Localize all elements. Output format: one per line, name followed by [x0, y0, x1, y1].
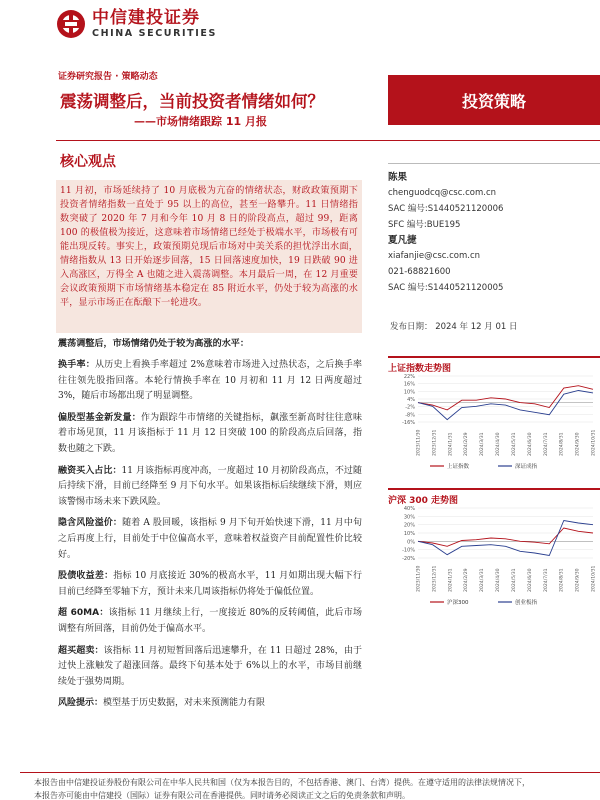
x-tick-label: 2024/7/31 — [543, 568, 549, 592]
author-sfc: SFC 编号:BUE195 — [388, 220, 461, 230]
legend-label: 深证成指 — [515, 464, 538, 470]
author-email[interactable]: chenguodcq@csc.com.cn — [388, 188, 497, 198]
author-sac: SAC 编号:S1440521120006 — [388, 204, 504, 214]
para-text: 该指标 11 月初短暂回落后迅速攀升，在 11 日超过 28%，由于过快上涨触发了超涨回落。最终下旬基本处于 6%以上的水平，市场目前继续处于强势周期。 — [58, 645, 362, 687]
y-tick-label: -2% — [405, 404, 415, 411]
x-tick-label: 2024/3/31 — [480, 568, 486, 592]
page-subtitle: ——市场情绪跟踪 11 月报 — [134, 115, 267, 128]
para-label: 超 60MA： — [58, 608, 109, 619]
x-tick-label: 2024/5/31 — [511, 568, 517, 592]
x-tick-label: 2024/4/30 — [496, 432, 502, 456]
x-tick-label: 2024/9/30 — [575, 432, 581, 456]
para-label: 风险提示： — [58, 698, 104, 709]
para-text: 该指标 11 月继续上行，一度接近 80%的反转阈值，此后市场调整有所回落，目前仍处于偏高水平。 — [58, 608, 362, 634]
chart-title: 上证指数走势图 — [388, 364, 452, 374]
y-tick-label: -20% — [402, 556, 415, 562]
para-label: 超买超卖： — [58, 645, 104, 656]
legend-label: 创业板指 — [515, 600, 538, 606]
x-tick-label: 2024/2/29 — [464, 568, 470, 592]
paragraph-margin-buying — [58, 464, 362, 511]
x-tick-label: 2024/6/30 — [527, 568, 533, 592]
y-tick-label: 20% — [403, 522, 415, 529]
para-label: 股债收益差： — [58, 571, 114, 582]
y-tick-label: 10% — [403, 531, 415, 537]
y-tick-label: 4% — [407, 397, 415, 403]
author-divider — [388, 163, 600, 164]
paragraph-turnover — [58, 358, 362, 405]
y-tick-label: 10% — [403, 389, 415, 396]
y-tick-label: 30% — [403, 514, 415, 521]
x-tick-label: 2024/3/31 — [480, 432, 486, 456]
logo-cn-text: 中信建投证券 — [92, 8, 200, 28]
publish-date: 发布日期： 2024 年 12 月 01 日 — [390, 322, 518, 332]
author-box — [388, 170, 600, 296]
para-text: 指标 10 月底接近 30%的极高水平，11 月如期出现大幅下行目前已经降至零轴下方，预计未来几周该指标仍将处于偏低位置。 — [58, 571, 362, 597]
chart-title: 沪深 300 走势图 — [388, 496, 459, 506]
x-tick-label: 2024/7/31 — [543, 432, 549, 456]
para-label: 融资买入占比： — [58, 465, 122, 476]
para-text: 模型基于历史数据，对未来预测能力有限 — [103, 698, 266, 709]
para-label: 换手率： — [58, 360, 95, 370]
paragraph-fund-issuance — [58, 411, 362, 458]
series-line — [418, 391, 593, 420]
x-tick-label: 2024/10/31 — [591, 429, 597, 456]
company-logo — [56, 8, 217, 39]
header-divider — [56, 140, 600, 141]
section-title: 核心观点 — [60, 154, 116, 170]
summary-text: 11 月初，市场延续持了 10 月底极为亢奋的情绪状态，财政政策预期下投资者情绪指数一直处于 95 以上的高位，甚至一路攀升。11 日情绪指数突破了 2020 年 7 月和今年 10 月 8 日的阶段高点，超过 99，距离 100 的极值极为接近，这意味着市场情绪已经处于极端水平，市场极有可能出现反转。事实上，政策预期兑现后市场对中美关系的担忧浮出水面，情绪指数从 13 日开始逐步回落，15 日回落速度加快，19 日跌破 90 进入高涨区，万得全 A 也随之进入震荡调整。本月最后一周，在 12 月重要会议政策预期下市场情绪基本稳定在 85 附近水平，仍处于较为高涨的水平，显示市场正在酝酿下一轮进攻。 — [60, 186, 358, 308]
x-tick-label: 2024/10/31 — [591, 565, 597, 592]
y-tick-label: -10% — [402, 547, 415, 554]
x-tick-label: 2023/11/30 — [416, 565, 422, 592]
x-tick-label: 2023/12/31 — [432, 565, 438, 592]
x-tick-label: 2024/1/31 — [448, 568, 454, 592]
x-tick-label: 2024/8/31 — [559, 432, 565, 456]
para-text: 从历史上看换手率超过 2%意味着市场进入过热状态，之后换手率往往领先股指回落。本轮行情换手率在 10 月初和 11 月 12 日两度超过 3%，随后市场都出现了明显调整。 — [58, 360, 362, 402]
y-tick-label: 0% — [407, 539, 415, 546]
page-title: 震荡调整后，当前投资者情绪如何？ — [60, 92, 324, 111]
author-email[interactable]: xiafanjie@csc.com.cn — [388, 251, 481, 261]
disclaimer-line: 本报告亦可能由中信建投（国际）证券有限公司在香港提供。同时请务必阅读正文之后的免责条款和声明。 — [34, 791, 410, 800]
body-column — [58, 336, 362, 718]
y-tick-label: 16% — [403, 381, 415, 388]
disclaimer-line: 本报告由中信建投证券股份有限公司在中华人民共和国（仅为本报告目的，不包括香港、澳门、台湾）提供。在遵守适用的法律法规情况下， — [34, 778, 530, 787]
x-tick-label: 2023/11/30 — [416, 429, 422, 456]
series-line — [418, 386, 593, 410]
series-line — [418, 521, 593, 556]
logo-en-text: CHINA SECURITIES — [92, 28, 217, 39]
author-sac: SAC 编号:S1440521120005 — [388, 283, 504, 293]
x-tick-label: 2024/9/30 — [575, 568, 581, 592]
paragraph-ma60 — [58, 606, 362, 637]
disclaimer — [34, 776, 600, 800]
x-tick-label: 2024/1/31 — [448, 432, 454, 456]
para-label: 隐含风险溢价： — [58, 518, 123, 529]
csc-logo-icon — [56, 9, 86, 39]
para-text: 11 月该指标再度冲高，一度超过 10 月初阶段高点，不过随后持续下滑，目前已经降至 9 月下旬水平。如果该指标后续继续下滑，则应该警惕市场未来下跌风险。 — [58, 465, 362, 507]
x-tick-label: 2024/6/30 — [527, 432, 533, 456]
y-tick-label: -16% — [402, 420, 415, 426]
category-banner: 投资策略 — [388, 75, 600, 125]
paragraph-risk-premium — [58, 516, 362, 563]
chart-csi300-index — [388, 504, 600, 608]
para-text: 随着 A 股回暖，该指标 9 月下旬开始快速下滑，11 月中旬之后再度上行，目前处于中位偏高水平，意味着权益资产目前配置性价比较好。 — [58, 518, 362, 560]
para-label: 偏股型基金新发量： — [58, 412, 141, 423]
legend-label: 沪深300 — [447, 600, 469, 606]
body-subhead: 震荡调整后，市场情绪仍处于较为高涨的水平： — [58, 339, 249, 349]
legend-label: 上证指数 — [447, 464, 470, 470]
chart-sse-index — [388, 372, 600, 472]
paragraph-yield-spread — [58, 569, 362, 600]
y-tick-label: 22% — [403, 374, 415, 380]
x-tick-label: 2024/5/31 — [511, 432, 517, 456]
x-tick-label: 2023/12/31 — [432, 429, 438, 456]
x-tick-label: 2024/4/30 — [496, 568, 502, 592]
author-name: 陈果 — [388, 172, 408, 183]
x-tick-label: 2024/8/31 — [559, 568, 565, 592]
series-line — [418, 528, 593, 546]
author-phone: 021-68821600 — [388, 267, 451, 277]
y-tick-label: 40% — [403, 506, 415, 512]
summary-box — [56, 180, 362, 333]
disclaimer-divider — [20, 772, 600, 773]
paragraph-risk-warning — [58, 696, 362, 712]
author-name: 夏凡捷 — [388, 235, 417, 246]
paragraph-overbought — [58, 644, 362, 691]
x-tick-label: 2024/2/29 — [464, 432, 470, 456]
para-text: 作为跟踪牛市情绪的关键指标，飙涨至新高时往往意味着市场见顶，11 月该指标于 11 月 12 日突破 100 的阶段高点后回落，指数也随之下跌。 — [58, 412, 362, 454]
y-tick-label: -8% — [405, 412, 415, 419]
report-type: 证券研究报告 · 策略动态 — [58, 72, 158, 82]
